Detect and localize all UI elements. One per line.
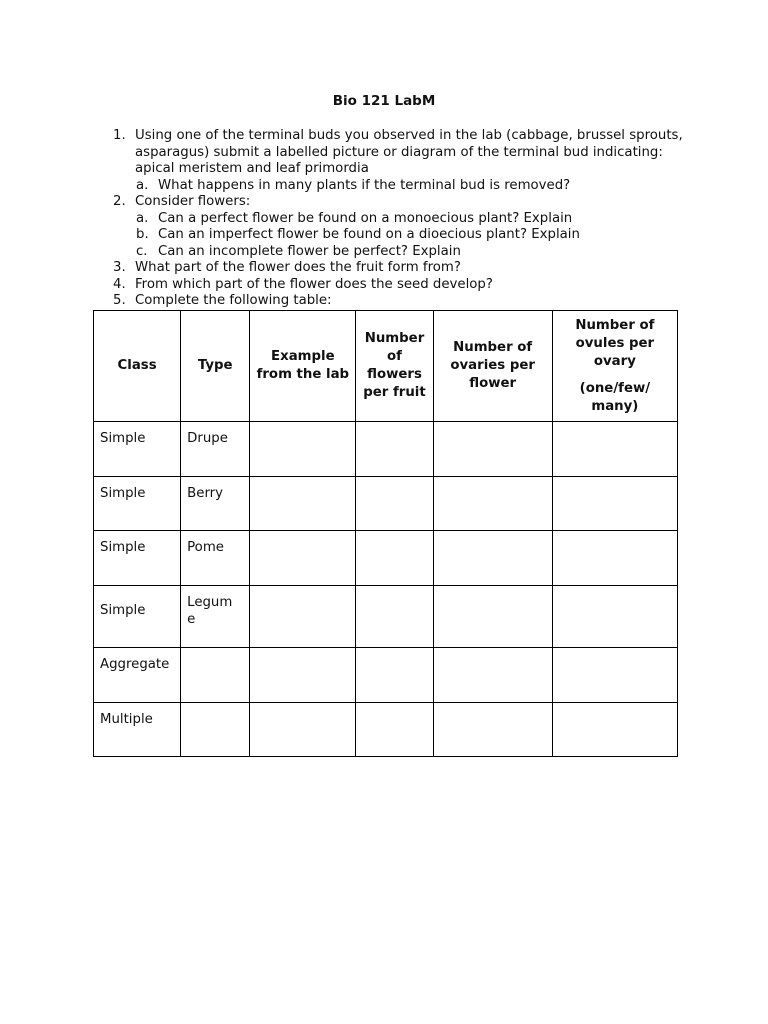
cell-class: Multiple bbox=[94, 702, 181, 757]
table-row bbox=[94, 476, 678, 531]
subitem-text: What happens in many plants if the terminal bud is removed? bbox=[158, 177, 571, 193]
table-row bbox=[94, 702, 678, 757]
cell-class: Simple bbox=[94, 422, 181, 477]
table-header-row bbox=[94, 311, 678, 422]
question-text: What part of the flower does the fruit form from? bbox=[135, 260, 461, 275]
page-title: Bio 121 LabM bbox=[332, 93, 436, 109]
cell-flowers[interactable] bbox=[356, 702, 433, 757]
question-number: 3. bbox=[113, 260, 126, 275]
cell-ovules[interactable] bbox=[552, 422, 677, 477]
header-class: Class bbox=[94, 311, 181, 422]
question-item bbox=[113, 293, 683, 310]
header-flowers-per-fruit: Number of flowers per fruit bbox=[356, 311, 433, 422]
subitem-letter: c. bbox=[136, 243, 148, 259]
cell-ovules[interactable] bbox=[552, 476, 677, 531]
cell-flowers[interactable] bbox=[356, 585, 433, 648]
cell-class: Simple bbox=[94, 531, 181, 586]
cell-type: Drupe bbox=[181, 422, 250, 477]
cell-class: Aggregate bbox=[94, 648, 181, 703]
question-list bbox=[113, 128, 683, 310]
cell-ovules[interactable] bbox=[552, 648, 677, 703]
cell-type: Berry bbox=[181, 476, 250, 531]
cell-flowers[interactable] bbox=[356, 476, 433, 531]
cell-type: Legum e bbox=[181, 585, 250, 648]
subitem-text: Can an imperfect flower be found on a dioecious plant? Explain bbox=[158, 227, 580, 242]
subitem-letter: a. bbox=[136, 210, 149, 226]
cell-ovaries[interactable] bbox=[433, 585, 552, 648]
subitem-text: Can a perfect flower be found on a monoecious plant? Explain bbox=[158, 210, 573, 226]
cell-example[interactable] bbox=[250, 585, 356, 648]
cell-ovules[interactable] bbox=[552, 531, 677, 586]
fruit-table bbox=[93, 310, 678, 757]
question-text: Consider flowers: bbox=[135, 194, 251, 209]
question-text: From which part of the flower does the seed develop? bbox=[135, 276, 493, 292]
cell-ovaries[interactable] bbox=[433, 648, 552, 703]
question-subitem bbox=[113, 178, 683, 195]
cell-flowers[interactable] bbox=[356, 531, 433, 586]
cell-type[interactable] bbox=[181, 702, 250, 757]
header-example: Example from the lab bbox=[250, 311, 356, 422]
header-ovaries-per-flower: Number of ovaries per flower bbox=[433, 311, 552, 422]
cell-ovules[interactable] bbox=[552, 585, 677, 648]
table-row bbox=[94, 531, 678, 586]
table-row bbox=[94, 648, 678, 703]
header-type: Type bbox=[181, 311, 250, 422]
cell-class: Simple bbox=[94, 476, 181, 531]
question-number: 5. bbox=[113, 293, 126, 308]
question-subitem bbox=[113, 227, 683, 244]
cell-flowers[interactable] bbox=[356, 648, 433, 703]
question-subitem bbox=[113, 244, 683, 261]
question-text: Using one of the terminal buds you observed in the lab (cabbage, brussel sprouts, asparagus) submit a labelled picture or diagram of the terminal bud indicating: apical meristem and leaf primordia bbox=[135, 128, 683, 176]
cell-example[interactable] bbox=[250, 531, 356, 586]
question-number: 4. bbox=[113, 276, 126, 292]
question-item bbox=[113, 128, 683, 178]
subitem-letter: b. bbox=[136, 227, 149, 242]
question-number: 1. bbox=[113, 128, 126, 143]
cell-type[interactable] bbox=[181, 648, 250, 703]
cell-class: Simple bbox=[94, 585, 181, 648]
cell-ovaries[interactable] bbox=[433, 476, 552, 531]
cell-flowers[interactable] bbox=[356, 422, 433, 477]
question-item bbox=[113, 260, 683, 277]
table-row bbox=[94, 585, 678, 648]
header-ovules-note: (one/few/ many) bbox=[579, 380, 651, 414]
cell-ovules[interactable] bbox=[552, 702, 677, 757]
subitem-letter: a. bbox=[136, 177, 149, 193]
header-ovules-per-ovary bbox=[552, 311, 677, 422]
cell-type: Pome bbox=[181, 531, 250, 586]
question-item bbox=[113, 194, 683, 211]
question-item bbox=[113, 277, 683, 294]
table-row bbox=[94, 422, 678, 477]
cell-example[interactable] bbox=[250, 648, 356, 703]
cell-example[interactable] bbox=[250, 422, 356, 477]
header-ovules-text: Number of ovules per ovary bbox=[575, 317, 655, 369]
cell-ovaries[interactable] bbox=[433, 422, 552, 477]
cell-example[interactable] bbox=[250, 702, 356, 757]
question-text: Complete the following table: bbox=[135, 293, 332, 308]
cell-ovaries[interactable] bbox=[433, 702, 552, 757]
subitem-text: Can an incomplete flower be perfect? Explain bbox=[158, 243, 461, 259]
question-number: 2. bbox=[113, 194, 126, 209]
cell-ovaries[interactable] bbox=[433, 531, 552, 586]
cell-example[interactable] bbox=[250, 476, 356, 531]
question-subitem bbox=[113, 211, 683, 228]
